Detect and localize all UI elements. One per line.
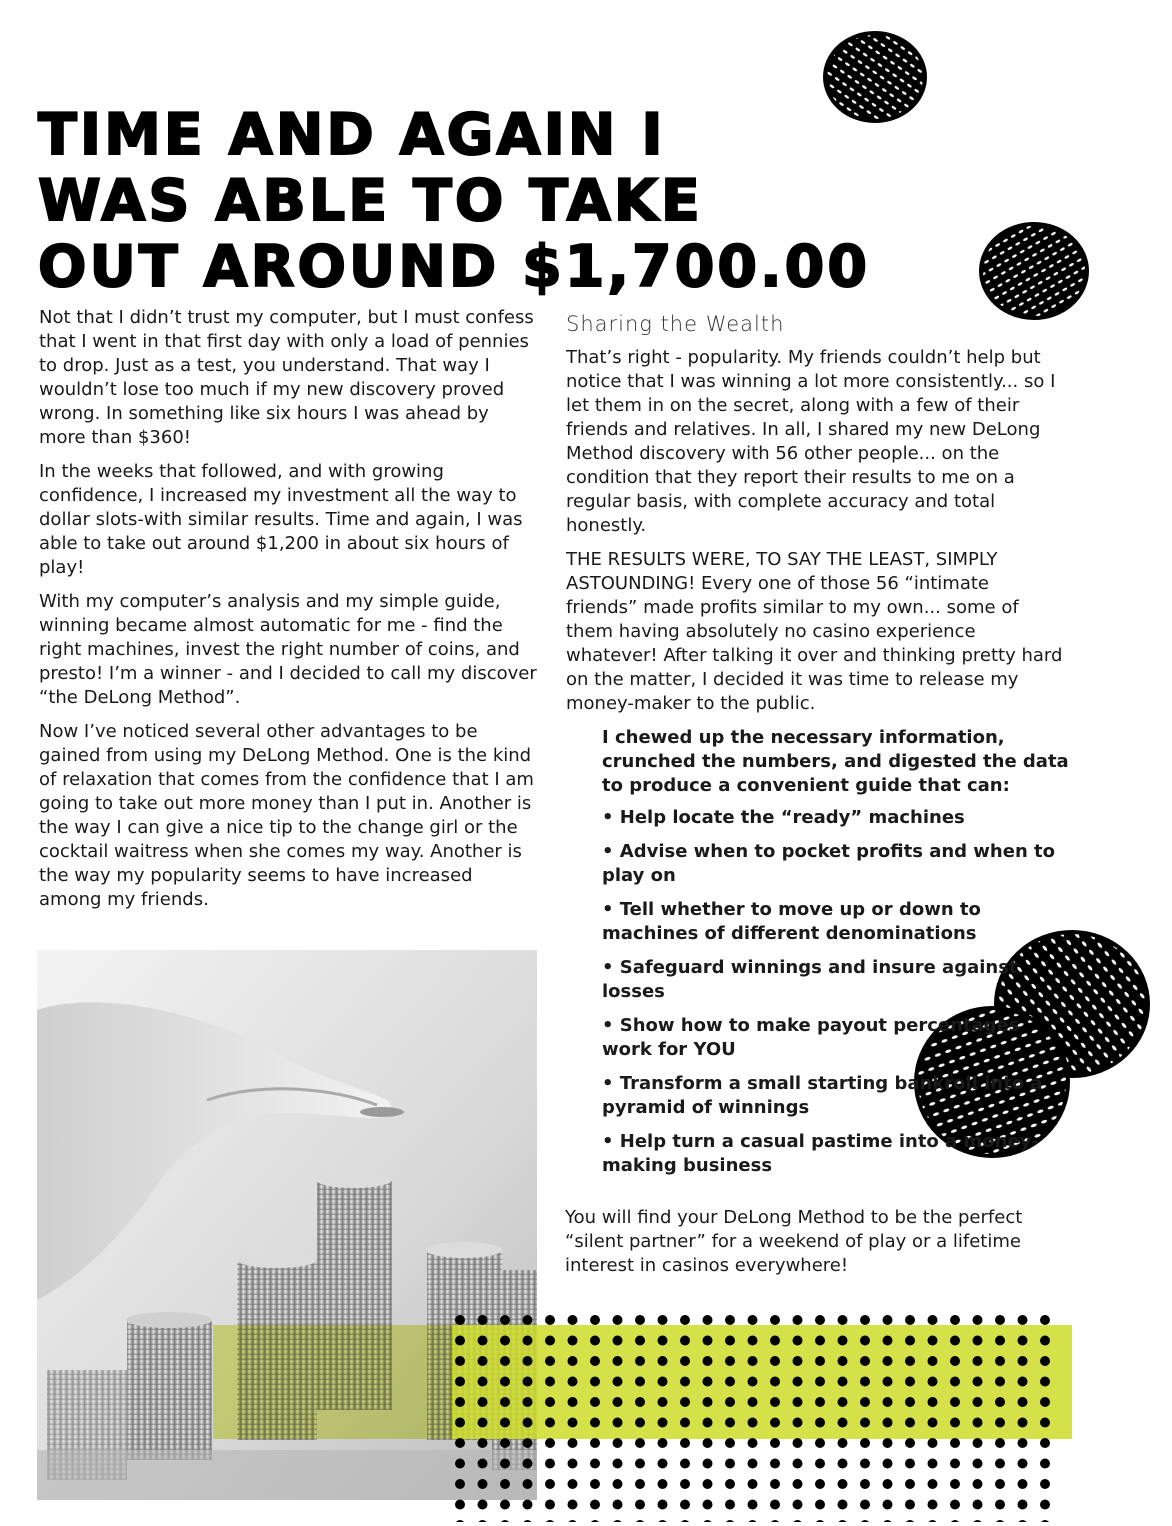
dot-pattern-decoration	[452, 1310, 1072, 1522]
paragraph: Now I’ve noticed several other advantages to be gained from using my DeLong Method. One is the kind of relaxation that comes from the confidence that I am going to take out more money than I put in. Another is the way I can give a nice tip to the change girl or the cocktail waitress when she comes my way. Another is the way my popularity seems to have increased among my friends.	[39, 721, 534, 910]
list-item: • Help locate the “ready” machines	[602, 807, 965, 828]
list-item: • Transform a small starting bankroll into a pyramid of winnings	[602, 1073, 1043, 1118]
list-item: • Tell whether to move up or down to machines of different denominations	[602, 899, 981, 944]
guide-intro: I chewed up the necessary information, crunched the numbers, and digested the data to produce a convenient guide that can:	[602, 727, 1069, 796]
closing-paragraph: You will find your DeLong Method to be the perfect “silent partner” for a weekend of play or a lifetime interest in casinos everywhere!	[565, 1207, 1023, 1276]
paragraph: In the weeks that followed, and with growing confidence, I increased my investment all the way to dollar slots-with similar results. Time and again, I was able to take out around $1,200 in about six hours of play!	[39, 461, 523, 578]
headline-line-1: TIME AND AGAIN I	[38, 102, 666, 168]
list-item: • Help turn a casual pastime into a money-making business	[602, 1131, 1039, 1176]
list-item: • Safeguard winnings and insure against losses	[602, 957, 1018, 1002]
scribble-circle-icon	[822, 30, 928, 124]
guide-list	[602, 726, 1072, 1178]
right-column	[566, 310, 1069, 1188]
paragraph: With my computer’s analysis and my simple guide, winning became almost automatic for me - find the right machines, invest the right number of coins, and presto! I’m a winner - and I decided to call my discover “the DeLong Method”.	[39, 591, 537, 708]
paragraph: That’s right - popularity. My friends couldn’t help but notice that I was winning a lot more consistently... so I let them in on the secret, along with a few of their friends and relatives. In all, I shared my new DeLong Method discovery with 56 other people... on the condition that they report their results to me on a regular basis, with complete accuracy and total honestly.	[566, 347, 1056, 536]
list-item: • Show how to make payout percentages work for YOU	[602, 1015, 1020, 1060]
paragraph: Not that I didn’t trust my computer, but I must confess that I went in that first day with only a load of pennies to drop. Just as a test, you understand. That way I wouldn’t lose too much if my new discovery proved wrong. In something like six hours I was ahead by more than $360!	[39, 307, 534, 448]
section-subhead: Sharing the Wealth	[566, 312, 785, 336]
headline-line-2: WAS ABLE TO TAKE	[38, 168, 703, 234]
list-item: • Advise when to pocket profits and when to play on	[602, 841, 1056, 886]
paragraph: THE RESULTS WERE, TO SAY THE LEAST, SIMPLY ASTOUNDING! Every one of those 56 “intimate friends” made profits similar to my own... some of them having absolutely no casino experience whatever! After talking it over and thinking pretty hard on the matter, I decided it was time to release my money-maker to the public.	[566, 549, 1063, 714]
bullet-list	[602, 806, 1072, 1178]
left-column	[39, 306, 539, 922]
scribble-circle-icon	[978, 220, 1090, 322]
headline-line-3: OUT AROUND $1,700.00	[38, 234, 871, 300]
accent-band	[213, 1325, 453, 1439]
headline	[38, 102, 938, 300]
